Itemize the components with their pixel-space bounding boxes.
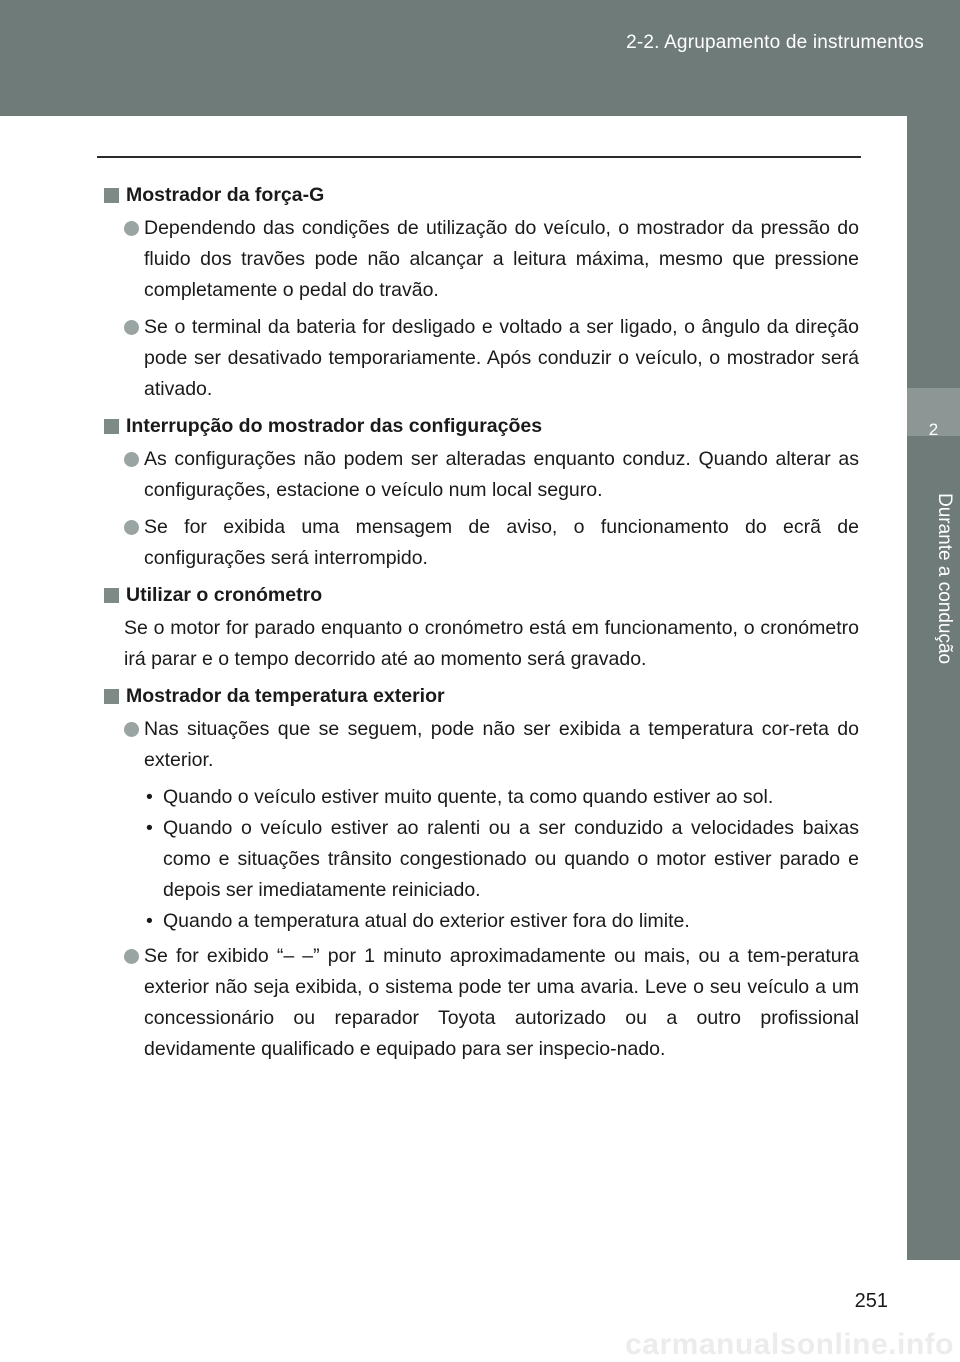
page-header — [0, 0, 960, 116]
dot-bullet-icon: • — [146, 910, 153, 932]
heading-text: Utilizar o cronómetro — [126, 584, 323, 606]
list-item — [124, 213, 859, 306]
square-bullet-icon — [104, 419, 119, 434]
chapter-label: Durante a condução — [934, 493, 955, 665]
section-heading — [104, 681, 859, 712]
item-text: Se for exibida uma mensagem de aviso, o funcionamento do ecrã de configurações será interrompido. — [144, 516, 859, 569]
circle-bullet-icon — [124, 520, 139, 535]
section-heading — [104, 180, 859, 211]
section-title: 2-2. Agrupamento de instrumentos — [626, 32, 924, 53]
circle-bullet-icon — [124, 949, 139, 964]
section-paragraph: Se o motor for parado enquanto o cronómetro está em funcionamento, o cronómetro irá parar e o tempo decorrido até ao momento será gravado. — [124, 617, 859, 670]
section-heading — [104, 580, 859, 611]
item-text: Se for exibido “– –” por 1 minuto aproximadamente ou mais, ou a tem-peratura exterior não seja exibida, o sistema pode ter uma avaria. Leve o seu veículo a um concessionário ou reparador Toyota autorizado ou a outro profissional devidamente qualificado e equipado para ser inspecio-nado. — [144, 945, 859, 1060]
dot-bullet-icon: • — [146, 786, 153, 808]
heading-text: Mostrador da temperatura exterior — [126, 685, 445, 707]
sub-bullet-text: Quando o veículo estiver ao ralenti ou a ser conduzido a velocidades baixas como e situações trânsito congestionado ou quando o motor estiver parado e depois ser imediatamente reiniciado. — [163, 817, 859, 901]
sub-bullet-item — [144, 906, 859, 937]
watermark: carmanualsonline.info — [625, 1328, 954, 1361]
circle-bullet-icon — [124, 221, 139, 236]
dot-bullet-icon: • — [146, 817, 153, 839]
sub-bullet-list — [144, 782, 859, 937]
top-rule — [97, 156, 861, 158]
heading-text: Interrupção do mostrador das configurações — [126, 415, 543, 437]
list-item — [124, 941, 859, 1065]
square-bullet-icon — [104, 588, 119, 603]
circle-bullet-icon — [124, 452, 139, 467]
circle-bullet-icon — [124, 320, 139, 335]
chapter-number: 2 — [928, 420, 939, 439]
item-text: Nas situações que se seguem, pode não ser exibida a temperatura cor-reta do exterior. — [144, 718, 859, 771]
page-number: 251 — [854, 1290, 888, 1312]
square-bullet-icon — [104, 689, 119, 704]
sub-bullet-item — [144, 782, 859, 813]
heading-text: Mostrador da força-G — [126, 184, 325, 206]
list-item — [124, 444, 859, 506]
item-text: As configurações não podem ser alteradas enquanto conduz. Quando alterar as configurações, estacione o veículo num local seguro. — [144, 448, 859, 501]
list-item — [124, 714, 859, 776]
sub-bullet-text: Quando a temperatura atual do exterior estiver fora do limite. — [163, 910, 690, 932]
section-heading — [104, 411, 859, 442]
list-item — [124, 312, 859, 405]
list-item — [124, 512, 859, 574]
item-text: Dependendo das condições de utilização do veículo, o mostrador da pressão do fluido dos travões pode não alcançar a leitura máxima, mesmo que pressione completamente o pedal do travão. — [144, 217, 859, 301]
sub-bullet-item — [144, 813, 859, 906]
sub-bullet-text: Quando o veículo estiver muito quente, ta como quando estiver ao sol. — [163, 786, 774, 808]
circle-bullet-icon — [124, 722, 139, 737]
item-text: Se o terminal da bateria for desligado e voltado a ser ligado, o ângulo da direção pode ser desativado temporariamente. Após conduzir o veículo, o mostrador será ativado. — [144, 316, 859, 400]
page-content — [104, 180, 859, 1071]
square-bullet-icon — [104, 188, 119, 203]
